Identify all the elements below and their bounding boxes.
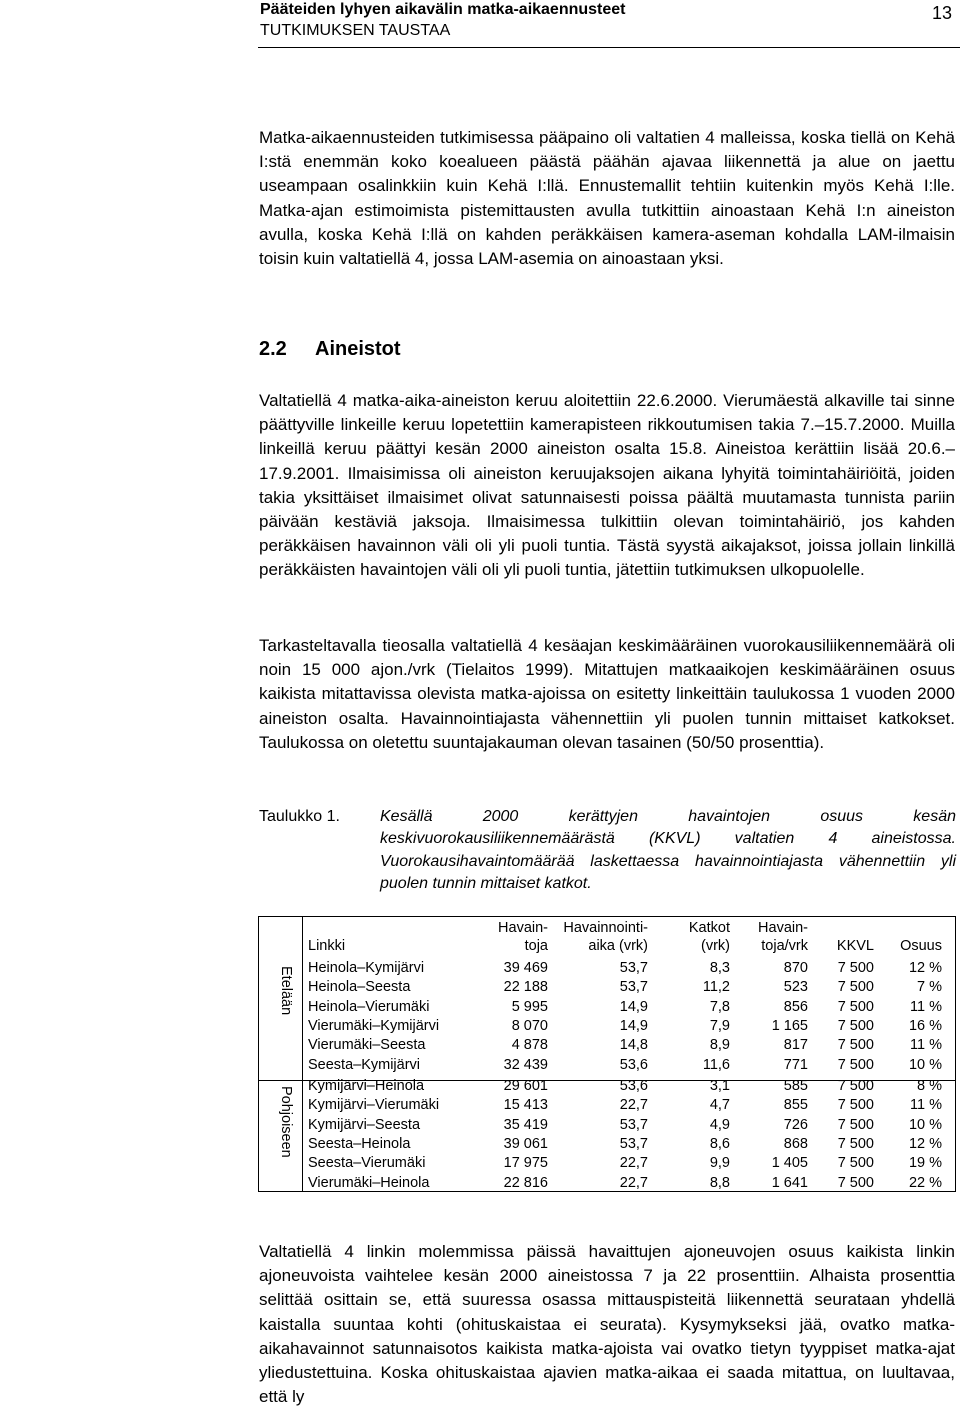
table-group-divider — [302, 916, 303, 1192]
cell-aika: 53,7 — [619, 1116, 648, 1133]
cell-kkvl: 7 500 — [837, 1078, 874, 1094]
cell-osuus: 12 % — [908, 960, 942, 976]
cell-havaintoja: 39 469 — [503, 960, 548, 976]
cell-havaintoja: 8 070 — [511, 1017, 548, 1034]
group-label-south: Etelään — [278, 966, 294, 1016]
cell-katkot: 8,9 — [709, 1037, 730, 1054]
cell-havaintoja: 5 995 — [511, 998, 548, 1015]
cell-per-vrk: 817 — [783, 1037, 808, 1054]
cell-aika: 22,7 — [619, 1155, 648, 1172]
cell-linkki: Seesta–Vierumäki — [308, 1155, 426, 1172]
cell-linkki: Heinola–Vierumäki — [308, 998, 430, 1015]
cell-kkvl: 7 500 — [837, 1155, 874, 1172]
cell-linkki: Vierumäki–Seesta — [308, 1037, 426, 1054]
cell-katkot: 7,9 — [709, 1017, 730, 1034]
cell-katkot: 4,7 — [709, 1097, 730, 1114]
cell-osuus: 19 % — [908, 1155, 942, 1172]
header-pervrk-line1: Havain- — [758, 920, 808, 936]
running-header-chapter: TUTKIMUKSEN TAUSTAA — [260, 22, 451, 39]
paragraph-3: Tarkasteltavalla tieosalla valtatiellä 4 kesäajan keskimääräinen vuorokausiliikennemäärä oli noin 15 000 ajon./vrk (Tielaitos 1999). Mitattujen matkaaikojen keskimääräinen osuus kaikista mitattavissa olevista matka-ajoissa on esitetty linkeittäin taulukossa 1 vuoden 2000 aineiston osalta. Havainnointiajasta vähennettiin yli puolen tunnin mittaiset katkokset. Taulukossa on oletettu suuntajakauman olevan tasainen (50/50 prosenttia). — [259, 636, 955, 752]
header-havaintoja-line2: toja — [524, 938, 548, 954]
cell-linkki: Kymijärvi–Heinola — [308, 1078, 425, 1094]
header-havaintoja-line1: Havain- — [498, 920, 548, 936]
cell-aika: 53,7 — [619, 1135, 648, 1152]
cell-aika: 53,7 — [619, 960, 648, 976]
paragraph-1: Matka-aikaennusteiden tutkimisessa pääpaino oli valtatien 4 malleissa, koska tiellä on Kehä I:stä enemmän koko koealueen päästä päähän ajavaa liikennettä ja alue on jaettu useampaan osalinkkiin kuin Kehä I:llä. Ennustemallit tehtiin kuitenkin myös Kehä I:lle. Matka-ajan estimoimista pistemittausten avulla tutkittiin ainoastaan Kehä I:n aineiston avulla, koska Kehä I:llä on kahden peräkkäisen kamera-aseman kohdalla LAM-ilmaisin toisin kuin valtatiellä 4, jossa LAM-asemia on ainoastaan yksi. — [259, 128, 955, 269]
cell-osuus: 10 % — [908, 1116, 942, 1133]
cell-havaintoja: 35 419 — [503, 1116, 548, 1133]
running-header-title: Pääteiden lyhyen aikavälin matka-aikaennusteet — [260, 1, 626, 18]
section-number: 2.2 — [259, 338, 287, 360]
cell-kkvl: 7 500 — [837, 1174, 874, 1191]
cell-aika: 53,6 — [619, 1056, 648, 1073]
table-caption-text: Kesällä 2000 kerättyjen havaintojen osuus kesän keskivuorokausiliikennemäärästä (KKVL) valtatien 4 aineistossa. Vuorokausihavaintomäärää laskettaessa havainnointiajasta vähennettiin yli puolen tunnin mittaiset katkot. — [380, 808, 956, 892]
group-label-north: Pohjoiseen — [278, 1086, 294, 1158]
header-katkot-line2: (vrk) — [701, 938, 730, 954]
cell-aika: 14,9 — [619, 998, 648, 1015]
cell-katkot: 8,3 — [709, 960, 730, 976]
cell-havaintoja: 22 816 — [503, 1174, 548, 1191]
cell-aika: 22,7 — [619, 1097, 648, 1114]
cell-katkot: 3,1 — [709, 1078, 730, 1094]
cell-per-vrk: 1 641 — [771, 1174, 808, 1191]
header-osuus: Osuus — [900, 938, 942, 954]
cell-osuus: 11 % — [910, 998, 942, 1015]
cell-havaintoja: 17 975 — [503, 1155, 548, 1172]
paragraph-4: Valtatiellä 4 linkin molemmissa päissä havaittujen ajoneuvojen osuus kaikista linkin ajoneuvoista vaihtelee kesän 2000 aineistossa 7 ja 22 prosenttiin. Alhaista prosenttia selittää osittain se, että suuressa osassa mittauspisteitä liikennettä seurataan yhdellä kaistalla suuntaa kohti (ohituskaistaa ei seurata). Kysymykseksi jää, ovatko matka-aikahavainnot satunnaisotos kaikista matka-ajoista vai ovatko tietyn tyyppiset matka-ajat yliedustettuina. Koska ohituskaistaa ajavien matka-aikaa ei saada mitattua, on luultavaa, että ly — [259, 1242, 955, 1407]
section-title: Aineistot — [315, 338, 401, 360]
data-table — [258, 916, 956, 1192]
header-kkvl: KKVL — [836, 938, 874, 954]
cell-aika: 14,8 — [619, 1037, 648, 1054]
header-rule — [258, 47, 960, 48]
cell-linkki: Vierumäki–Heinola — [308, 1174, 430, 1191]
cell-osuus: 10 % — [908, 1056, 942, 1073]
cell-kkvl: 7 500 — [837, 1037, 874, 1054]
cell-kkvl: 7 500 — [837, 960, 874, 976]
cell-kkvl: 7 500 — [837, 1116, 874, 1133]
cell-kkvl: 7 500 — [837, 979, 874, 996]
page-number: 13 — [931, 3, 952, 23]
cell-per-vrk: 771 — [783, 1056, 808, 1073]
cell-aika: 22,7 — [619, 1174, 648, 1191]
cell-per-vrk: 870 — [783, 960, 808, 976]
cell-aika: 14,9 — [619, 1017, 648, 1034]
cell-kkvl: 7 500 — [837, 1097, 874, 1114]
cell-kkvl: 7 500 — [837, 998, 874, 1015]
header-aika-line2: aika (vrk) — [588, 938, 648, 954]
table-caption-label: Taulukko 1. — [259, 808, 340, 825]
cell-katkot: 4,9 — [709, 1116, 730, 1133]
header-pervrk-line2: toja/vrk — [761, 938, 808, 954]
cell-osuus: 16 % — [908, 1017, 942, 1034]
cell-havaintoja: 39 061 — [503, 1135, 548, 1152]
cell-havaintoja: 15 413 — [503, 1097, 548, 1114]
cell-havaintoja: 29 601 — [503, 1078, 548, 1094]
cell-kkvl: 7 500 — [837, 1135, 874, 1152]
paragraph-2: Valtatiellä 4 matka-aika-aineiston keruu aloitettiin 22.6.2000. Vierumäestä alkaville tai sinne päättyville linkeille keruu lopetettiin kamerapisteen rikkoutumisen takia 7.–15.7.2000. Muilla linkeillä keruu päättyi kesän 2000 aineiston osalta 15.8. Aineistoa kerättiin lisää 20.6.–17.9.2001. Ilmaisimissa oli aineiston keruujaksojen aikana lyhyitä toimintahäiriöitä, joiden takia yksittäiset ilmaisimet olivat satunnaisesti poissa päältä muutamasta tunnista pariin päivään kestäviä jaksoja. Ilmaisimessa tulkittiin olevan toimintahäiriö, jos kahden peräkkäisen havainnon väli oli yli puoli tuntia. Tästä syystä aikajaksot, joissa jollain linkillä peräkkäisten havaintojen väli oli yli puoli tuntia, jätettiin tutkimuksen ulkopuolelle. — [259, 391, 955, 580]
cell-per-vrk: 726 — [783, 1116, 808, 1133]
cell-katkot: 9,9 — [709, 1155, 730, 1172]
cell-osuus: 12 % — [908, 1135, 942, 1152]
cell-havaintoja: 32 439 — [503, 1056, 548, 1073]
cell-katkot: 8,8 — [709, 1174, 730, 1191]
cell-linkki: Seesta–Kymijärvi — [308, 1056, 421, 1073]
cell-per-vrk: 585 — [783, 1078, 808, 1094]
cell-katkot: 11,2 — [702, 979, 730, 996]
cell-katkot: 11,6 — [702, 1056, 730, 1073]
cell-linkki: Seesta–Heinola — [308, 1135, 411, 1152]
cell-havaintoja: 4 878 — [511, 1037, 548, 1054]
cell-per-vrk: 868 — [783, 1135, 808, 1152]
header-linkki: Linkki — [308, 938, 346, 954]
cell-per-vrk: 523 — [783, 979, 808, 996]
cell-per-vrk: 1 165 — [771, 1017, 808, 1034]
cell-havaintoja: 22 188 — [503, 979, 548, 996]
cell-aika: 53,7 — [619, 979, 648, 996]
cell-linkki: Kymijärvi–Seesta — [308, 1116, 421, 1133]
cell-linkki: Heinola–Seesta — [308, 979, 411, 996]
cell-per-vrk: 856 — [783, 998, 808, 1015]
cell-aika: 53,6 — [619, 1078, 648, 1094]
cell-osuus: 11 % — [910, 1097, 942, 1114]
cell-linkki: Vierumäki–Kymijärvi — [308, 1017, 440, 1034]
section-heading — [259, 335, 401, 363]
cell-linkki: Kymijärvi–Vierumäki — [308, 1097, 440, 1114]
header-katkot-line1: Katkot — [688, 920, 730, 936]
cell-osuus: 22 % — [908, 1174, 942, 1191]
cell-katkot: 7,8 — [709, 998, 730, 1015]
cell-katkot: 8,6 — [709, 1135, 730, 1152]
cell-osuus: 7 % — [917, 979, 942, 996]
cell-osuus: 8 % — [917, 1078, 942, 1094]
cell-osuus: 11 % — [910, 1037, 942, 1054]
cell-linkki: Heinola–Kymijärvi — [308, 960, 425, 976]
cell-per-vrk: 855 — [783, 1097, 808, 1114]
header-aika-line1: Havainnointi- — [563, 920, 648, 936]
cell-kkvl: 7 500 — [837, 1017, 874, 1034]
cell-kkvl: 7 500 — [837, 1056, 874, 1073]
cell-per-vrk: 1 405 — [771, 1155, 808, 1172]
